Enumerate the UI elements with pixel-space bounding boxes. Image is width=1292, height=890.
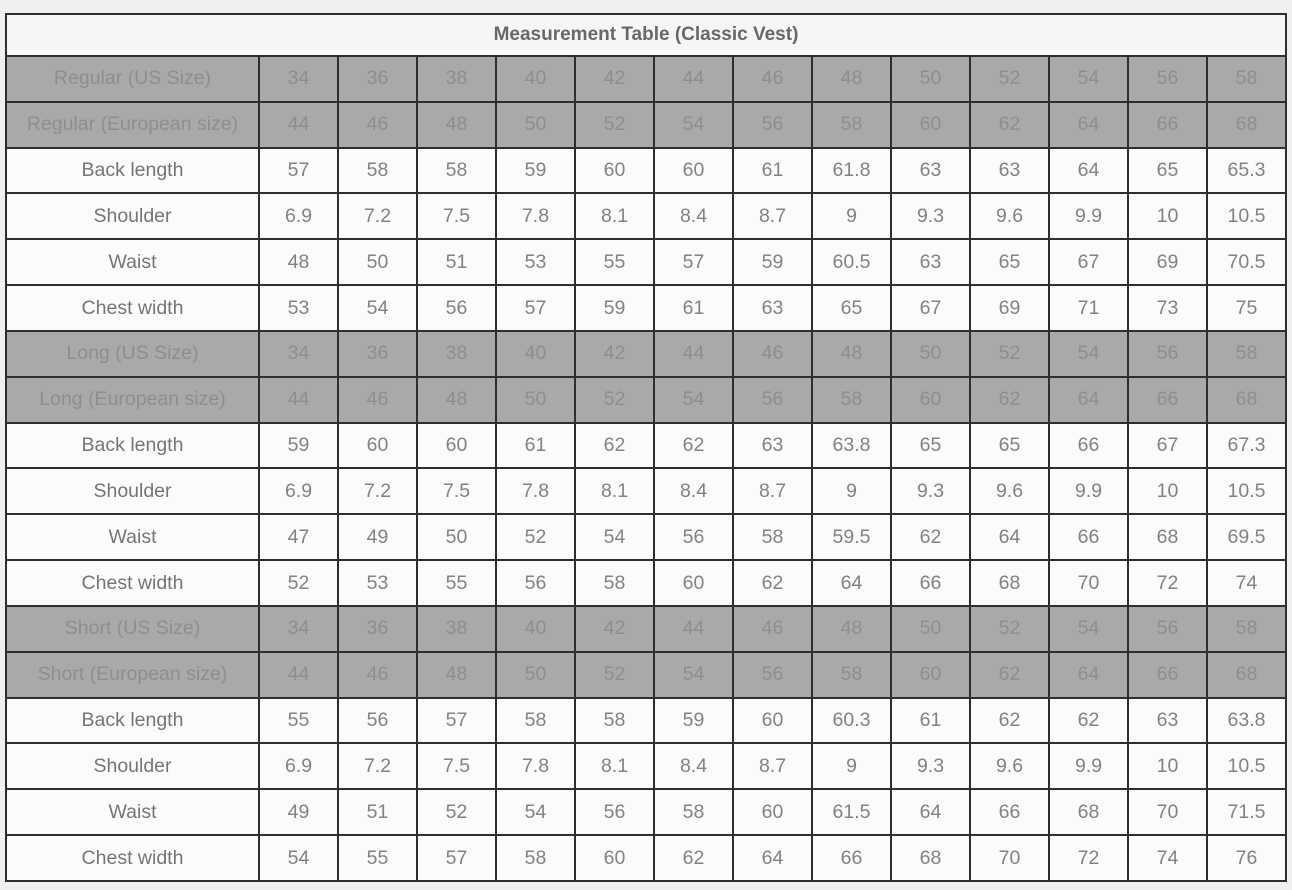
value-cell: 58 — [654, 789, 733, 835]
value-cell: 73 — [1128, 285, 1207, 331]
size-header-row — [6, 102, 1286, 148]
value-cell: 48 — [812, 606, 891, 652]
value-cell: 65 — [812, 285, 891, 331]
value-cell: 7.5 — [417, 468, 496, 514]
value-cell: 49 — [338, 514, 417, 560]
value-cell: 56 — [575, 789, 654, 835]
value-cell: 46 — [733, 331, 812, 377]
value-cell: 46 — [733, 606, 812, 652]
value-cell: 60 — [891, 652, 970, 698]
value-cell: 63 — [891, 239, 970, 285]
value-cell: 8.1 — [575, 743, 654, 789]
value-cell: 50 — [496, 377, 575, 423]
row-label: Waist — [6, 239, 259, 285]
value-cell: 58 — [812, 652, 891, 698]
value-cell: 66 — [1049, 423, 1128, 469]
value-cell: 62 — [654, 835, 733, 881]
value-cell: 56 — [1128, 331, 1207, 377]
value-cell: 68 — [1128, 514, 1207, 560]
value-cell: 59 — [733, 239, 812, 285]
value-cell: 8.4 — [654, 743, 733, 789]
value-cell: 56 — [338, 698, 417, 744]
value-cell: 54 — [338, 285, 417, 331]
value-cell: 53 — [338, 560, 417, 606]
measurement-row — [6, 239, 1286, 285]
value-cell: 62 — [970, 102, 1049, 148]
value-cell: 8.7 — [733, 743, 812, 789]
row-label: Waist — [6, 789, 259, 835]
value-cell: 76 — [1207, 835, 1286, 881]
value-cell: 55 — [259, 698, 338, 744]
value-cell: 68 — [970, 560, 1049, 606]
value-cell: 50 — [891, 606, 970, 652]
measurement-row — [6, 698, 1286, 744]
value-cell: 48 — [812, 56, 891, 102]
value-cell: 44 — [654, 56, 733, 102]
value-cell: 64 — [733, 835, 812, 881]
value-cell: 61 — [496, 423, 575, 469]
value-cell: 48 — [417, 102, 496, 148]
value-cell: 66 — [1128, 377, 1207, 423]
value-cell: 36 — [338, 331, 417, 377]
value-cell: 58 — [733, 514, 812, 560]
size-header-row — [6, 377, 1286, 423]
row-label: Short (US Size) — [6, 606, 259, 652]
table-title-row — [6, 14, 1286, 56]
value-cell: 57 — [259, 148, 338, 194]
value-cell: 50 — [496, 652, 575, 698]
value-cell: 60 — [654, 148, 733, 194]
value-cell: 7.8 — [496, 193, 575, 239]
value-cell: 60 — [733, 789, 812, 835]
value-cell: 7.2 — [338, 193, 417, 239]
value-cell: 57 — [496, 285, 575, 331]
value-cell: 60 — [338, 423, 417, 469]
row-label: Waist — [6, 514, 259, 560]
value-cell: 62 — [733, 560, 812, 606]
value-cell: 44 — [654, 331, 733, 377]
value-cell: 59.5 — [812, 514, 891, 560]
value-cell: 57 — [417, 835, 496, 881]
value-cell: 60.5 — [812, 239, 891, 285]
value-cell: 6.9 — [259, 468, 338, 514]
value-cell: 40 — [496, 56, 575, 102]
value-cell: 9.9 — [1049, 743, 1128, 789]
value-cell: 63 — [891, 148, 970, 194]
measurement-row — [6, 468, 1286, 514]
row-label: Chest width — [6, 285, 259, 331]
value-cell: 34 — [259, 606, 338, 652]
measurement-row — [6, 789, 1286, 835]
value-cell: 56 — [496, 560, 575, 606]
value-cell: 63 — [733, 285, 812, 331]
value-cell: 67 — [1049, 239, 1128, 285]
value-cell: 56 — [417, 285, 496, 331]
value-cell: 9 — [812, 193, 891, 239]
value-cell: 65 — [1128, 148, 1207, 194]
value-cell: 50 — [891, 331, 970, 377]
value-cell: 70.5 — [1207, 239, 1286, 285]
value-cell: 58 — [1207, 606, 1286, 652]
value-cell: 46 — [733, 56, 812, 102]
value-cell: 7.2 — [338, 468, 417, 514]
value-cell: 52 — [575, 652, 654, 698]
value-cell: 55 — [417, 560, 496, 606]
value-cell: 9 — [812, 468, 891, 514]
value-cell: 9.6 — [970, 468, 1049, 514]
value-cell: 9.6 — [970, 743, 1049, 789]
row-label: Back length — [6, 423, 259, 469]
value-cell: 70 — [1049, 560, 1128, 606]
table-title: Measurement Table (Classic Vest) — [6, 14, 1286, 56]
value-cell: 60 — [575, 148, 654, 194]
value-cell: 60 — [654, 560, 733, 606]
value-cell: 60 — [891, 377, 970, 423]
row-label: Shoulder — [6, 743, 259, 789]
value-cell: 72 — [1128, 560, 1207, 606]
row-label: Long (European size) — [6, 377, 259, 423]
value-cell: 56 — [733, 102, 812, 148]
value-cell: 69 — [1128, 239, 1207, 285]
value-cell: 9.3 — [891, 468, 970, 514]
value-cell: 52 — [970, 56, 1049, 102]
row-label: Long (US Size) — [6, 331, 259, 377]
value-cell: 58 — [812, 102, 891, 148]
value-cell: 52 — [970, 606, 1049, 652]
value-cell: 44 — [259, 102, 338, 148]
value-cell: 70 — [970, 835, 1049, 881]
value-cell: 62 — [970, 652, 1049, 698]
value-cell: 9.3 — [891, 743, 970, 789]
value-cell: 63 — [733, 423, 812, 469]
value-cell: 61 — [891, 698, 970, 744]
value-cell: 64 — [1049, 652, 1128, 698]
value-cell: 58 — [575, 560, 654, 606]
value-cell: 8.7 — [733, 193, 812, 239]
value-cell: 10.5 — [1207, 468, 1286, 514]
value-cell: 7.8 — [496, 468, 575, 514]
value-cell: 48 — [812, 331, 891, 377]
row-label: Back length — [6, 148, 259, 194]
value-cell: 65 — [970, 423, 1049, 469]
value-cell: 52 — [259, 560, 338, 606]
value-cell: 7.5 — [417, 193, 496, 239]
measurement-table — [5, 13, 1287, 882]
value-cell: 9.9 — [1049, 468, 1128, 514]
value-cell: 62 — [654, 423, 733, 469]
value-cell: 10 — [1128, 468, 1207, 514]
value-cell: 62 — [891, 514, 970, 560]
value-cell: 74 — [1207, 560, 1286, 606]
value-cell: 62 — [1049, 698, 1128, 744]
value-cell: 63 — [1128, 698, 1207, 744]
row-label: Short (European size) — [6, 652, 259, 698]
value-cell: 51 — [417, 239, 496, 285]
value-cell: 54 — [654, 102, 733, 148]
value-cell: 65.3 — [1207, 148, 1286, 194]
value-cell: 38 — [417, 331, 496, 377]
value-cell: 75 — [1207, 285, 1286, 331]
value-cell: 66 — [812, 835, 891, 881]
measurement-row — [6, 423, 1286, 469]
measurement-row — [6, 148, 1286, 194]
value-cell: 59 — [259, 423, 338, 469]
value-cell: 40 — [496, 331, 575, 377]
value-cell: 66 — [891, 560, 970, 606]
value-cell: 68 — [1049, 789, 1128, 835]
value-cell: 8.1 — [575, 468, 654, 514]
value-cell: 44 — [654, 606, 733, 652]
value-cell: 58 — [575, 698, 654, 744]
value-cell: 46 — [338, 652, 417, 698]
value-cell: 48 — [417, 377, 496, 423]
value-cell: 8.7 — [733, 468, 812, 514]
value-cell: 62 — [970, 698, 1049, 744]
value-cell: 60 — [733, 698, 812, 744]
value-cell: 46 — [338, 102, 417, 148]
value-cell: 55 — [338, 835, 417, 881]
value-cell: 58 — [338, 148, 417, 194]
value-cell: 60 — [417, 423, 496, 469]
value-cell: 68 — [1207, 652, 1286, 698]
value-cell: 50 — [338, 239, 417, 285]
value-cell: 71.5 — [1207, 789, 1286, 835]
measurement-row — [6, 835, 1286, 881]
value-cell: 54 — [496, 789, 575, 835]
value-cell: 58 — [1207, 331, 1286, 377]
value-cell: 59 — [575, 285, 654, 331]
value-cell: 67.3 — [1207, 423, 1286, 469]
value-cell: 9.3 — [891, 193, 970, 239]
value-cell: 61 — [733, 148, 812, 194]
value-cell: 60.3 — [812, 698, 891, 744]
value-cell: 44 — [259, 652, 338, 698]
value-cell: 36 — [338, 56, 417, 102]
value-cell: 54 — [1049, 56, 1128, 102]
value-cell: 50 — [496, 102, 575, 148]
value-cell: 55 — [575, 239, 654, 285]
value-cell: 64 — [1049, 377, 1128, 423]
value-cell: 54 — [654, 377, 733, 423]
value-cell: 56 — [1128, 606, 1207, 652]
value-cell: 58 — [812, 377, 891, 423]
value-cell: 68 — [1207, 377, 1286, 423]
value-cell: 34 — [259, 56, 338, 102]
value-cell: 66 — [1049, 514, 1128, 560]
value-cell: 58 — [1207, 56, 1286, 102]
value-cell: 7.8 — [496, 743, 575, 789]
row-label: Back length — [6, 698, 259, 744]
value-cell: 67 — [1128, 423, 1207, 469]
value-cell: 63.8 — [1207, 698, 1286, 744]
value-cell: 52 — [575, 377, 654, 423]
value-cell: 56 — [733, 652, 812, 698]
value-cell: 38 — [417, 56, 496, 102]
value-cell: 6.9 — [259, 193, 338, 239]
value-cell: 53 — [496, 239, 575, 285]
value-cell: 64 — [970, 514, 1049, 560]
value-cell: 36 — [338, 606, 417, 652]
measurement-row — [6, 560, 1286, 606]
value-cell: 9.9 — [1049, 193, 1128, 239]
value-cell: 40 — [496, 606, 575, 652]
value-cell: 54 — [575, 514, 654, 560]
value-cell: 10.5 — [1207, 193, 1286, 239]
size-header-row — [6, 56, 1286, 102]
value-cell: 64 — [812, 560, 891, 606]
value-cell: 8.1 — [575, 193, 654, 239]
row-label: Shoulder — [6, 468, 259, 514]
value-cell: 50 — [891, 56, 970, 102]
value-cell: 54 — [1049, 606, 1128, 652]
row-label: Shoulder — [6, 193, 259, 239]
value-cell: 60 — [575, 835, 654, 881]
value-cell: 69.5 — [1207, 514, 1286, 560]
value-cell: 9 — [812, 743, 891, 789]
value-cell: 67 — [891, 285, 970, 331]
value-cell: 58 — [496, 698, 575, 744]
value-cell: 7.5 — [417, 743, 496, 789]
size-header-row — [6, 606, 1286, 652]
value-cell: 7.2 — [338, 743, 417, 789]
value-cell: 60 — [891, 102, 970, 148]
value-cell: 53 — [259, 285, 338, 331]
value-cell: 56 — [1128, 56, 1207, 102]
value-cell: 42 — [575, 606, 654, 652]
value-cell: 52 — [417, 789, 496, 835]
value-cell: 54 — [654, 652, 733, 698]
value-cell: 48 — [417, 652, 496, 698]
value-cell: 49 — [259, 789, 338, 835]
value-cell: 38 — [417, 606, 496, 652]
value-cell: 42 — [575, 331, 654, 377]
value-cell: 62 — [575, 423, 654, 469]
row-label: Chest width — [6, 835, 259, 881]
value-cell: 63.8 — [812, 423, 891, 469]
value-cell: 61.5 — [812, 789, 891, 835]
value-cell: 10.5 — [1207, 743, 1286, 789]
value-cell: 8.4 — [654, 468, 733, 514]
value-cell: 62 — [970, 377, 1049, 423]
value-cell: 64 — [891, 789, 970, 835]
measurement-table-head — [6, 14, 1286, 56]
value-cell: 71 — [1049, 285, 1128, 331]
value-cell: 44 — [259, 377, 338, 423]
value-cell: 10 — [1128, 743, 1207, 789]
value-cell: 34 — [259, 331, 338, 377]
value-cell: 47 — [259, 514, 338, 560]
size-header-row — [6, 652, 1286, 698]
value-cell: 42 — [575, 56, 654, 102]
value-cell: 51 — [338, 789, 417, 835]
value-cell: 66 — [1128, 652, 1207, 698]
value-cell: 64 — [1049, 148, 1128, 194]
row-label: Regular (European size) — [6, 102, 259, 148]
value-cell: 6.9 — [259, 743, 338, 789]
value-cell: 57 — [654, 239, 733, 285]
value-cell: 57 — [417, 698, 496, 744]
value-cell: 63 — [970, 148, 1049, 194]
value-cell: 48 — [259, 239, 338, 285]
value-cell: 52 — [496, 514, 575, 560]
value-cell: 70 — [1128, 789, 1207, 835]
measurement-row — [6, 514, 1286, 560]
value-cell: 66 — [970, 789, 1049, 835]
value-cell: 9.6 — [970, 193, 1049, 239]
value-cell: 59 — [496, 148, 575, 194]
value-cell: 68 — [891, 835, 970, 881]
value-cell: 58 — [417, 148, 496, 194]
value-cell: 56 — [733, 377, 812, 423]
row-label: Regular (US Size) — [6, 56, 259, 102]
value-cell: 50 — [417, 514, 496, 560]
value-cell: 69 — [970, 285, 1049, 331]
value-cell: 54 — [1049, 331, 1128, 377]
measurement-row — [6, 193, 1286, 239]
value-cell: 52 — [970, 331, 1049, 377]
value-cell: 61.8 — [812, 148, 891, 194]
value-cell: 58 — [496, 835, 575, 881]
value-cell: 66 — [1128, 102, 1207, 148]
value-cell: 74 — [1128, 835, 1207, 881]
value-cell: 65 — [970, 239, 1049, 285]
measurement-row — [6, 285, 1286, 331]
size-header-row — [6, 331, 1286, 377]
value-cell: 46 — [338, 377, 417, 423]
value-cell: 61 — [654, 285, 733, 331]
measurement-row — [6, 743, 1286, 789]
value-cell: 8.4 — [654, 193, 733, 239]
value-cell: 54 — [259, 835, 338, 881]
value-cell: 56 — [654, 514, 733, 560]
value-cell: 65 — [891, 423, 970, 469]
value-cell: 68 — [1207, 102, 1286, 148]
measurement-table-body — [6, 56, 1286, 881]
value-cell: 10 — [1128, 193, 1207, 239]
row-label: Chest width — [6, 560, 259, 606]
value-cell: 72 — [1049, 835, 1128, 881]
value-cell: 52 — [575, 102, 654, 148]
value-cell: 59 — [654, 698, 733, 744]
value-cell: 64 — [1049, 102, 1128, 148]
